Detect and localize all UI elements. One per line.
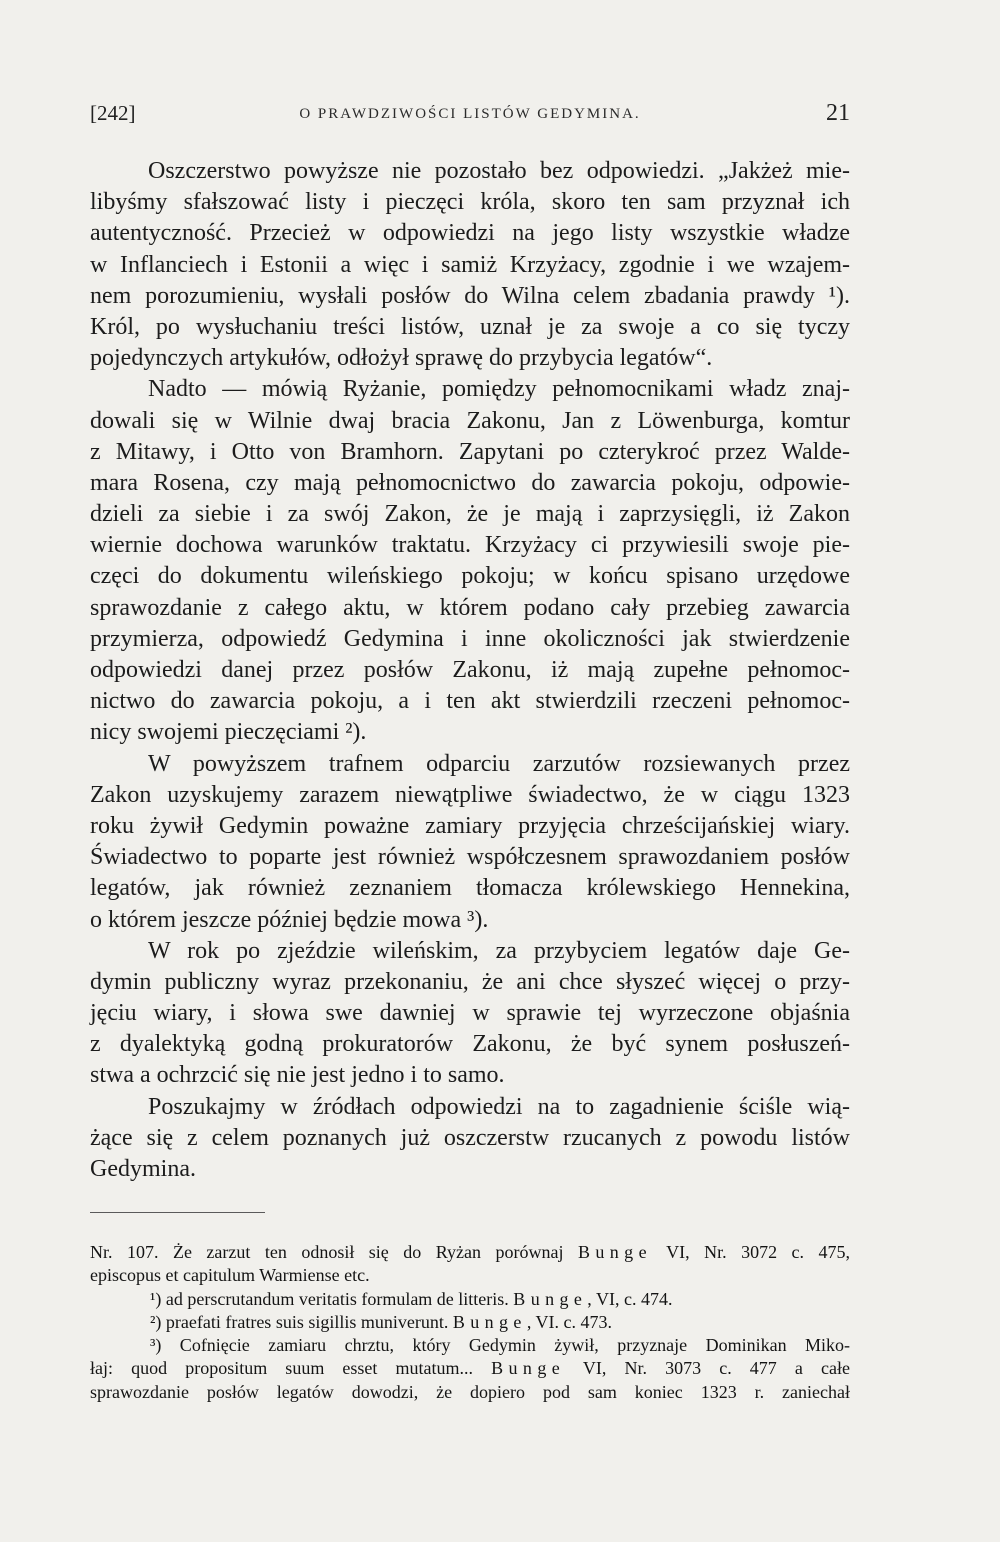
footnote-line	[90, 1311, 850, 1334]
text-line: nem porozumieniu, wysłali posłów do Wilna celem zbadania prawdy ¹).	[90, 282, 850, 309]
footnote-line: ³) Cofnięcie zamiaru chrztu, który Gedymin żywił, przyznaje Dominikan Miko-	[150, 1335, 850, 1356]
text-line: roku żywił Gedymin poważne zamiary przyjęcia chrześcijańskiej wiary.	[90, 812, 850, 839]
text-line: z Mitawy, i Otto von Bramhorn. Zapytani po czterykroć przez Walde-	[90, 438, 850, 465]
text-line: legatów, jak również zeznaniem tłomacza królewskiego Hennekina,	[90, 875, 850, 902]
footnote-text: ²) praefati fratres suis sigillis muniverunt.	[150, 1311, 449, 1332]
paragraph	[90, 374, 850, 748]
text-line: libyśmy sfałszować listy i pieczęci króla, skoro ten sam przyznał ich	[90, 189, 850, 216]
text-line: Król, po wysłuchaniu treści listów, uznał je za swoje a co się tyczy	[90, 313, 850, 340]
text-line: dzieli za siebie i za swój Zakon, że je mają i zaprzysięgli, iż Zakon	[90, 501, 850, 528]
running-header	[90, 98, 850, 128]
footnote-text: łaj: quod propositum suum esset mutatum...	[90, 1358, 474, 1379]
text-line: żące się z celem poznanych już oszczerstw rzucanych z powodu listów	[90, 1124, 850, 1151]
text-line: z dyalektyką godną prokuratorów Zakonu, że być synem posłuszeń-	[90, 1031, 850, 1058]
footnote-text: , VI. c. 473.	[526, 1311, 612, 1332]
author-citation: Bunge	[513, 1288, 588, 1309]
footnote-text: VI, Nr. 3073 c. 477 a całe	[582, 1358, 850, 1379]
text-line: Gedymina.	[90, 1156, 196, 1182]
running-title: O PRAWDZIWOŚCI LISTÓW GEDYMINA.	[299, 106, 641, 122]
text-line: Oszczerstwo powyższe nie pozostało bez odpowiedzi. „Jakżeż mie-	[148, 158, 850, 184]
page-number: 21	[826, 100, 850, 126]
footnote-line	[90, 1241, 850, 1264]
text-line: odpowiedzi danej przez posłów Zakonu, iż mają zupełne pełnomoc-	[90, 657, 850, 683]
footnote-line: sprawozdanie posłów legatów dowodzi, że dopiero pod sam koniec 1323 r. zaniechał	[90, 1381, 850, 1402]
text-line: jęciu wiary, i słowa swe dawniej w sprawie tej wyrzeczone objaśnia	[90, 1000, 850, 1027]
text-line: autentyczność. Przecież w odpowiedzi na jego listy wszystkie władze	[90, 220, 850, 247]
footnotes	[90, 1241, 850, 1404]
text-line: w Inflanciech i Estonii a więc i samiż Krzyżacy, zgodnie i we wzajem-	[90, 251, 850, 278]
text-line: stwa a ochrzcić się nie jest jedno i to samo.	[90, 1062, 505, 1089]
footnote-text: Nr. 107. Że zarzut ten odnosił się do Ryżan porównaj	[90, 1242, 564, 1262]
text-line: dymin publiczny wyraz przekonaniu, że ani chce słyszeć więcej o przy-	[90, 968, 850, 995]
text-line: W rok po zjeździe wileńskim, za przybyciem legatów daje Ge-	[148, 937, 850, 964]
text-line: dowali się w Wilnie dwaj bracia Zakonu, Jan z Löwenburga, komtur	[90, 407, 850, 434]
text-line: Poszukajmy w źródłach odpowiedzi na to zagadnienie ściśle wią-	[148, 1093, 850, 1120]
footnote-text: VI, Nr. 3072 c. 475,	[666, 1242, 851, 1262]
body-text	[90, 156, 850, 1185]
text-line: pojedynczych artykułów, odłożył sprawę do przybycia legatów“.	[90, 345, 713, 372]
text-line: Zakon uzyskujemy zarazem niewątpliwe świadectwo, że w ciągu 1323	[90, 781, 850, 808]
footnote-text: ¹) ad perscrutandum veritatis formulam de litteris.	[150, 1288, 509, 1309]
author-citation: Bunge	[577, 1242, 652, 1262]
text-line: nicy swojemi pieczęciami ²).	[90, 719, 367, 746]
text-line: Świadectwo to poparte jest również współczesnem sprawozdaniem posłów	[90, 844, 850, 871]
footnote-line	[90, 1357, 850, 1380]
footnote-text: , VI, c. 474.	[587, 1288, 673, 1309]
footnote-line: episcopus et capitulum Warmiense etc.	[90, 1265, 370, 1286]
author-citation: Bunge	[452, 1311, 527, 1332]
paragraph	[90, 749, 850, 936]
page-reference: [242]	[90, 101, 136, 125]
text-line: częci do dokumentu wileńskiego pokoju; w końcu spisano urzędowe	[90, 563, 850, 590]
author-citation: Bunge	[491, 1358, 566, 1379]
text-line: mara Rosena, czy mają pełnomocnictwo do zawarcia pokoju, odpowie-	[90, 469, 850, 496]
paragraph	[90, 156, 850, 374]
text-line: sprawozdanie z całego aktu, w którem podano cały przebieg zawarcia	[90, 594, 850, 621]
text-line: nictwo do zawarcia pokoju, a i ten akt stwierdzili rzeczeni pełnomoc-	[90, 688, 850, 715]
text-line: przymierza, odpowiedź Gedymina i inne okoliczności jak stwierdzenie	[90, 625, 850, 652]
text-line: o którem jeszcze później będzie mowa ³).	[90, 906, 489, 933]
text-line: Nadto — mówią Ryżanie, pomiędzy pełnomocnikami władz znaj-	[148, 376, 850, 403]
footnote-line	[90, 1288, 850, 1311]
text-line: W powyższem trafnem odparciu zarzutów rozsiewanych przez	[148, 750, 850, 777]
footnote-separator	[90, 1212, 265, 1213]
text-line: wiernie dochowa warunków traktatu. Krzyżacy ci przywiesili swoje pie-	[90, 532, 850, 559]
paragraph	[90, 936, 850, 1092]
paragraph	[90, 1092, 850, 1186]
